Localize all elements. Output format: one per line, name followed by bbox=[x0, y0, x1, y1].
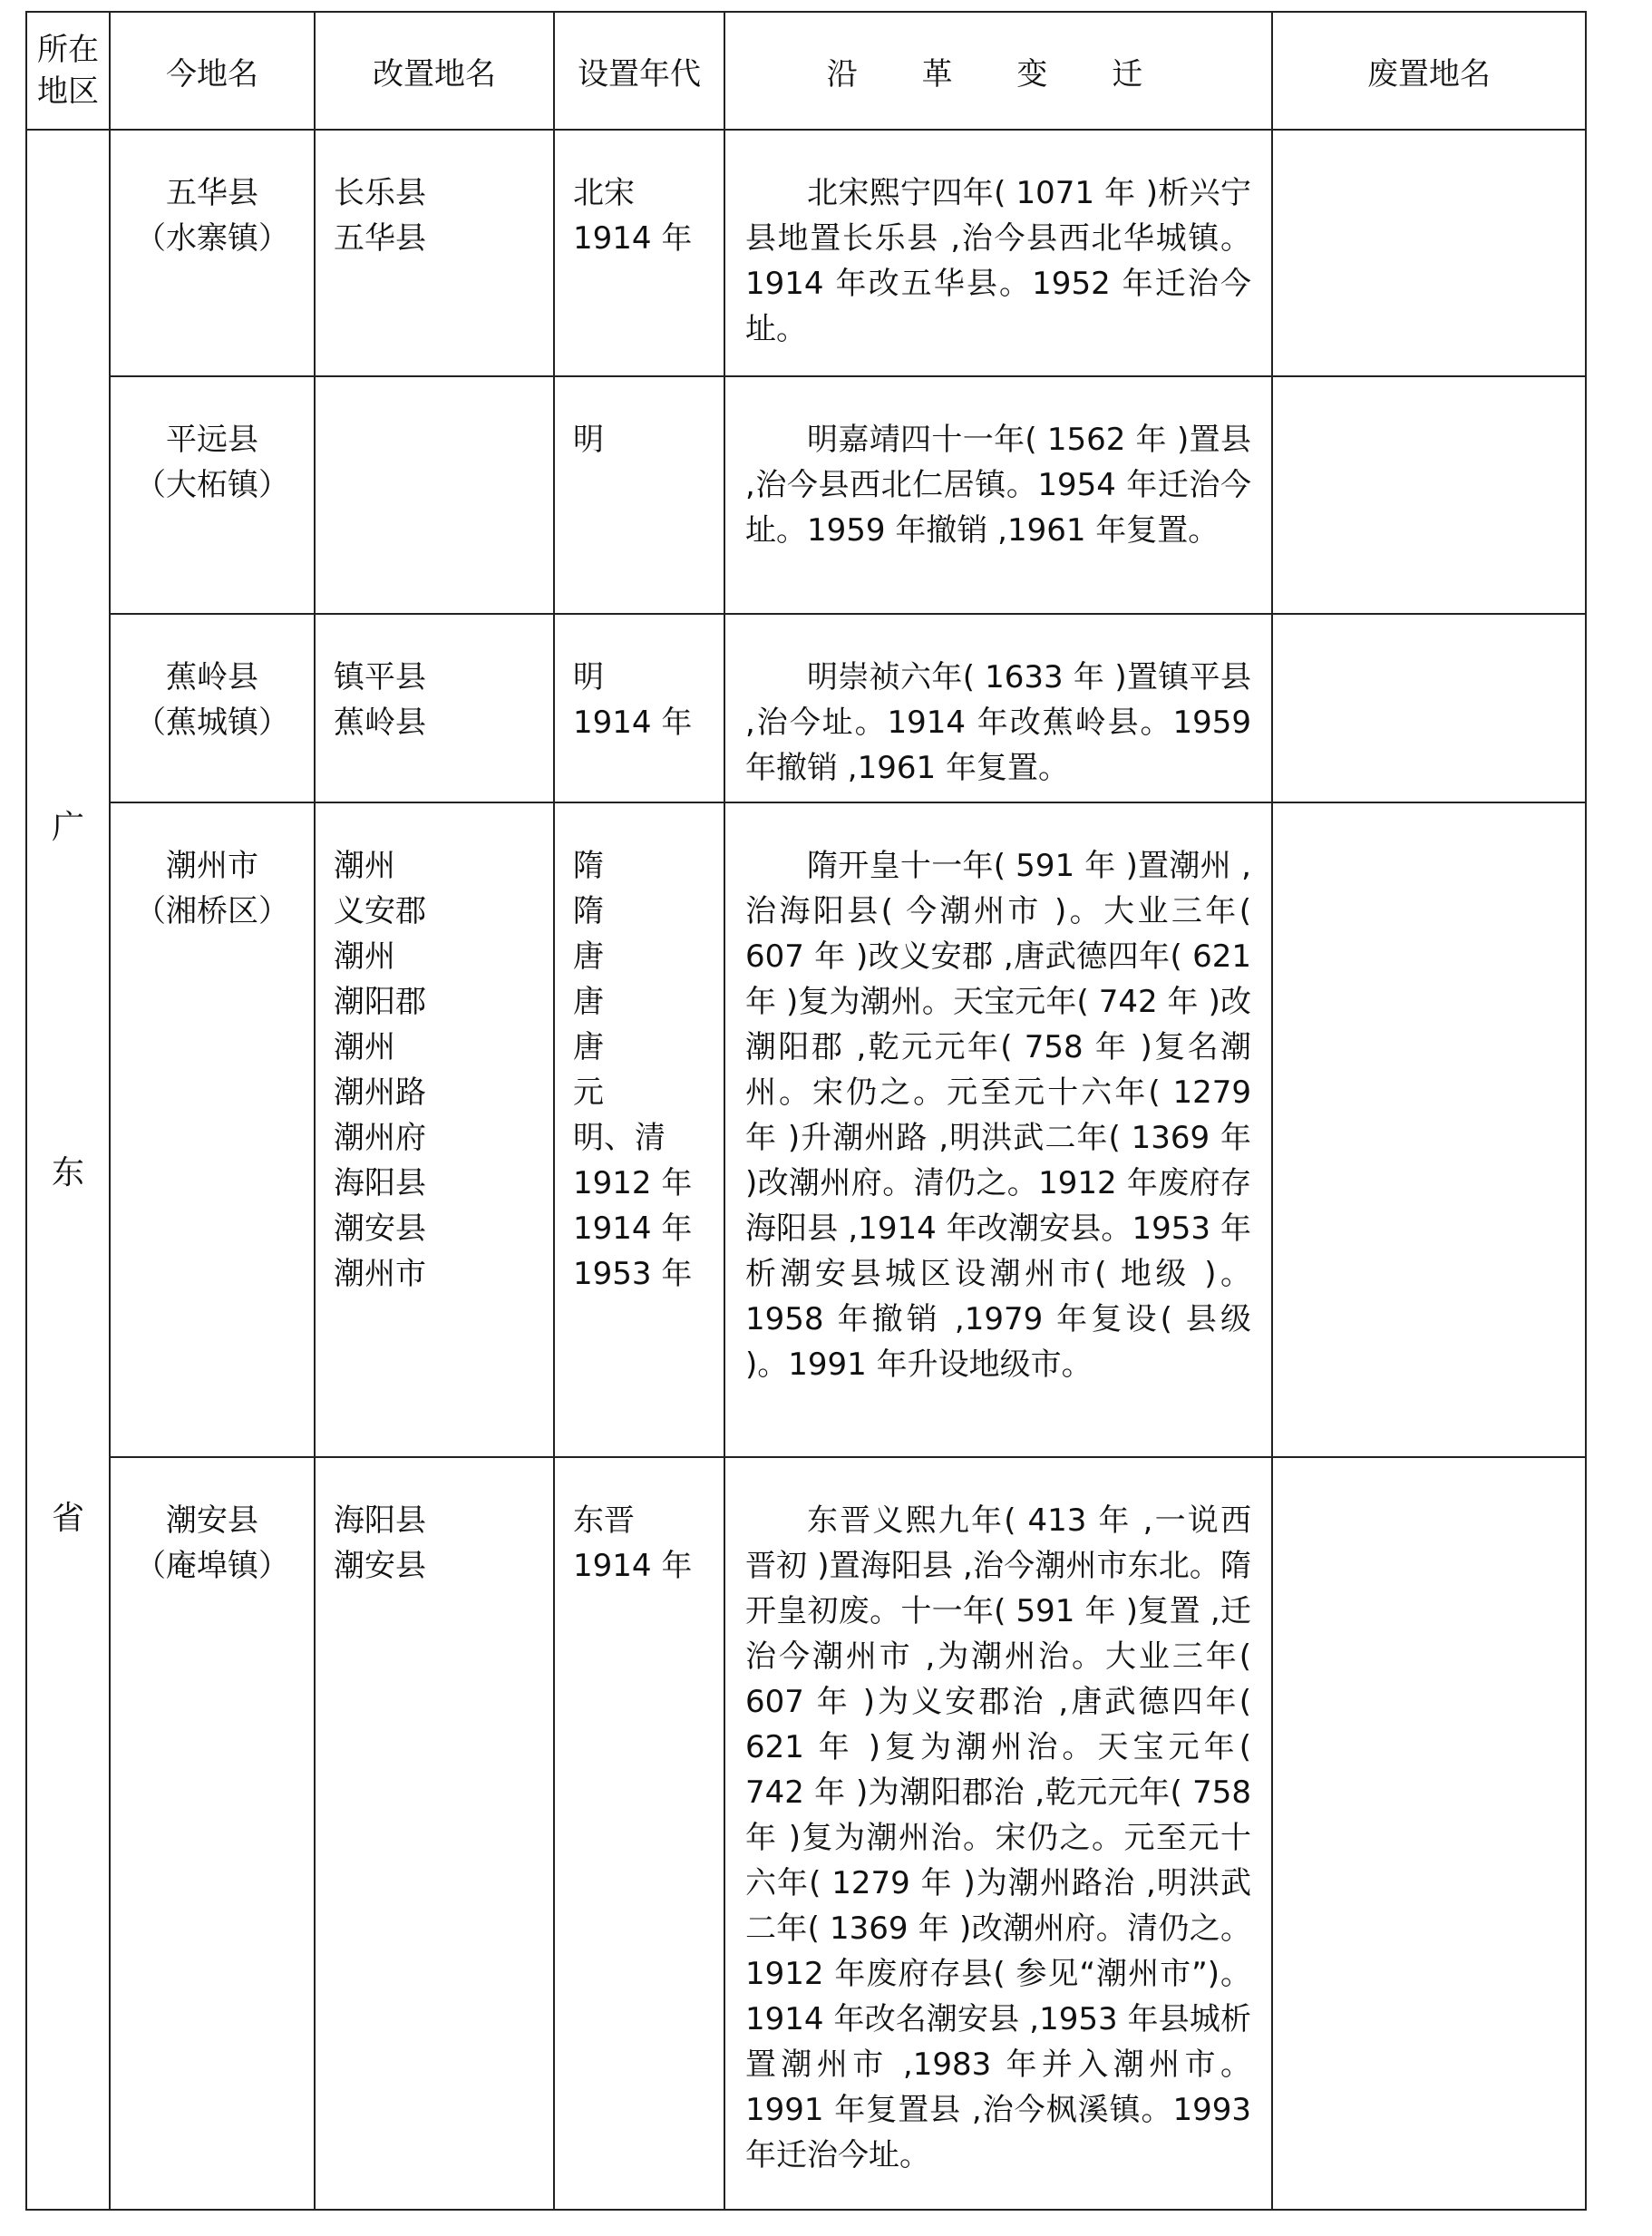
gazetteer-table bbox=[25, 11, 1587, 2211]
period: 唐 bbox=[573, 984, 604, 1020]
table-row bbox=[26, 376, 1586, 614]
abolished-cell bbox=[1272, 376, 1586, 614]
changed-name: 潮州 bbox=[334, 1029, 395, 1065]
changed-name: 五华县 bbox=[334, 220, 426, 257]
abolished-cell bbox=[1272, 130, 1586, 376]
abolished-cell bbox=[1272, 614, 1586, 802]
table-row bbox=[26, 1457, 1586, 2210]
period: 1914 年 bbox=[573, 1210, 693, 1247]
current-seat: （湘桥区） bbox=[135, 893, 289, 929]
header-current-name: 今地名 bbox=[110, 12, 315, 130]
header-established: 设置年代 bbox=[554, 12, 724, 130]
table-header-row bbox=[26, 12, 1586, 130]
period: 隋 bbox=[573, 848, 604, 884]
period: 1914 年 bbox=[573, 220, 693, 257]
changed-names-cell bbox=[315, 1457, 554, 2210]
current-name: 平远县 bbox=[166, 422, 258, 458]
period: 明 bbox=[573, 659, 604, 695]
current-name: 潮安县 bbox=[166, 1502, 258, 1539]
period: 东晋 bbox=[573, 1502, 635, 1539]
changed-name: 潮州府 bbox=[334, 1120, 426, 1156]
changed-names-cell bbox=[315, 376, 554, 614]
period: 1953 年 bbox=[573, 1256, 693, 1292]
current-name-cell bbox=[110, 1457, 315, 2210]
header-history: 沿 革 变 迁 bbox=[724, 12, 1272, 130]
current-seat: （水寨镇） bbox=[135, 220, 289, 257]
history-text: 明崇祯六年( 1633 年 )置镇平县 ,治今址。1914 年改蕉岭县。1959 年撤销 ,1961 年复置。 bbox=[724, 614, 1272, 802]
period: 唐 bbox=[573, 1029, 604, 1065]
header-region: 所在地区 bbox=[26, 12, 110, 130]
period: 明 bbox=[573, 422, 604, 458]
periods-cell bbox=[554, 1457, 724, 2210]
header-changed-name: 改置地名 bbox=[315, 12, 554, 130]
period: 元 bbox=[573, 1074, 604, 1111]
abolished-cell bbox=[1272, 802, 1586, 1457]
current-name: 蕉岭县 bbox=[166, 659, 258, 695]
current-name-cell bbox=[110, 802, 315, 1457]
changed-names-cell bbox=[315, 130, 554, 376]
current-name-cell bbox=[110, 376, 315, 614]
region-label bbox=[27, 802, 109, 1539]
current-seat: （大柘镇） bbox=[135, 467, 289, 503]
history-text: 隋开皇十一年( 591 年 )置潮州 ,治海阳县( 今潮州市 )。大业三年( 607 年 )改义安郡 ,唐武德四年( 621 年 )复为潮州。天宝元年( 742 年 )改潮阳郡 ,乾元元年( 758 年 )复名潮州。宋仍之。元至元十六年( 1279 年 )升潮州路 ,明洪武二年( 1369 年 )改潮州府。清仍之。1912 年废府存海阳县 ,1914 年改潮安县。1953 年析潮安县城区设潮州市( 地级 )。1958 年撤销 ,1979 年复设( 县级 )。1991 年升设地级市。 bbox=[724, 802, 1272, 1457]
changed-name: 潮阳郡 bbox=[334, 984, 426, 1020]
periods-cell bbox=[554, 130, 724, 376]
changed-name: 潮州 bbox=[334, 848, 395, 884]
history-text: 北宋熙宁四年( 1071 年 )析兴宁县地置长乐县 ,治今县西北华城镇。1914 年改五华县。1952 年迁治今址。 bbox=[724, 130, 1272, 376]
history-text: 东晋义熙九年( 413 年 ,一说西晋初 )置海阳县 ,治今潮州市东北。隋开皇初废。十一年( 591 年 )复置 ,迁治今潮州市 ,为潮州治。大业三年( 607 年 )为义安郡治 ,唐武德四年( 621 年 )复为潮州治。天宝元年( 742 年 )为潮阳郡治 ,乾元元年( 758 年 )复为潮州治。宋仍之。元至元十六年( 1279 年 )为潮州路治 ,明洪武二年( 1369 年 )改潮州府。清仍之。1912 年废府存县( 参见“潮州市”)。1914 年改名潮安县 ,1953 年县城析置潮州市 ,1983 年并入潮州市。1991 年复置县 ,治今枫溪镇。1993 年迁治今址。 bbox=[724, 1457, 1272, 2210]
changed-name: 长乐县 bbox=[334, 175, 426, 211]
table-row bbox=[26, 614, 1586, 802]
changed-name: 潮安县 bbox=[334, 1548, 426, 1584]
changed-name: 义安郡 bbox=[334, 893, 426, 929]
changed-name: 蕉岭县 bbox=[334, 705, 426, 741]
period: 隋 bbox=[573, 893, 604, 929]
changed-names-cell bbox=[315, 614, 554, 802]
current-name-cell bbox=[110, 614, 315, 802]
changed-name: 海阳县 bbox=[334, 1165, 426, 1201]
region-char: 东 bbox=[51, 1153, 84, 1191]
changed-name: 潮州 bbox=[334, 938, 395, 975]
changed-name: 海阳县 bbox=[334, 1502, 426, 1539]
period: 1912 年 bbox=[573, 1165, 693, 1201]
period: 明、清 bbox=[573, 1120, 666, 1156]
period: 1914 年 bbox=[573, 1548, 693, 1584]
history-text: 明嘉靖四十一年( 1562 年 )置县 ,治今县西北仁居镇。1954 年迁治今址。1959 年撤销 ,1961 年复置。 bbox=[724, 376, 1272, 614]
table-row bbox=[26, 130, 1586, 376]
changed-names-cell bbox=[315, 802, 554, 1457]
period: 北宋 bbox=[573, 175, 635, 211]
current-name-cell bbox=[110, 130, 315, 376]
current-seat: （庵埠镇） bbox=[135, 1548, 289, 1584]
changed-name: 潮州路 bbox=[334, 1074, 426, 1111]
header-abolished: 废置地名 bbox=[1272, 12, 1586, 130]
periods-cell bbox=[554, 376, 724, 614]
changed-name: 潮州市 bbox=[334, 1256, 426, 1292]
changed-name: 潮安县 bbox=[334, 1210, 426, 1247]
region-cell bbox=[26, 130, 110, 2210]
current-name: 五华县 bbox=[166, 175, 258, 211]
current-name: 潮州市 bbox=[166, 848, 258, 884]
abolished-cell bbox=[1272, 1457, 1586, 2210]
current-seat: （蕉城镇） bbox=[135, 705, 289, 741]
changed-name: 镇平县 bbox=[334, 659, 426, 695]
periods-cell bbox=[554, 614, 724, 802]
table-row bbox=[26, 802, 1586, 1457]
period: 1914 年 bbox=[573, 705, 693, 741]
period: 唐 bbox=[573, 938, 604, 975]
periods-cell bbox=[554, 802, 724, 1457]
region-char: 广 bbox=[51, 808, 84, 846]
region-char: 省 bbox=[51, 1499, 84, 1537]
